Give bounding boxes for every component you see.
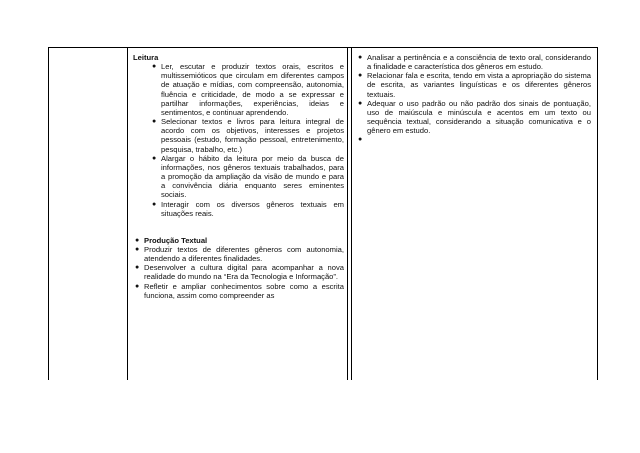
bullet-icon: ●: [135, 264, 140, 272]
bullet-icon: ●: [152, 118, 157, 126]
table-column-divider-1: [127, 47, 128, 380]
table-column-divider-3: [351, 47, 352, 380]
list-item: ● Desenvolver a cultura digital para acompanhar a nova realidade do mundo na “Era da Tecnologia e Informação”.: [135, 263, 344, 282]
table-column-divider-2: [347, 47, 348, 380]
middle-column-content: [133, 53, 344, 300]
list-item: ● Produzir textos de diferentes gêneros com autonomia, atendendo a diferentes finalidades.: [135, 244, 344, 264]
list-item: ● Interagir com os diversos gêneros textuais em situações reais.: [152, 199, 344, 218]
bullet-icon: ●: [152, 154, 157, 162]
producao-heading-row: [135, 235, 344, 245]
bullet-icon: ●: [358, 99, 363, 107]
bullet-icon: ●: [135, 282, 140, 290]
list-item: ● Adequar o uso padrão ou não padrão dos sinais de pontuação, uso de maiúscula e minúscula e acentos em um texto ou sequência textual, considerando a situação comunicativa e o gênero em estudo.: [358, 98, 591, 136]
list-item: ● Ler, escutar e produzir textos orais, escritos e multissemióticos que circulam em diferentes campos de atuação e mídias, com compreensão, autonomia, fluência e criticidade, de modo a se expressar e partilhar informações, experiências, ideias e sentimentos, e continuar aprendendo.: [152, 62, 344, 117]
bullet-icon: ●: [358, 136, 363, 144]
bullet-icon: ●: [358, 72, 363, 80]
leitura-heading: Leitura: [133, 53, 159, 62]
right-column-content: [356, 53, 591, 144]
bullet-icon: ●: [135, 236, 140, 244]
bullet-icon: ●: [152, 200, 157, 208]
bullet-icon: ●: [135, 245, 140, 253]
list-item: ● Analisar a pertinência e a consciência de texto oral, considerando a finalidade e característica dos gêneros em estudo.: [358, 53, 591, 72]
right-list: [358, 53, 591, 144]
table-right-border: [597, 47, 598, 380]
table-top-border: [48, 47, 598, 48]
table-left-border: [48, 47, 49, 380]
list-item: ● Selecionar textos e livros para leitura integral de acordo com os objetivos, interesses e projetos pessoais (estudo, formação pessoal, entretenimento, pesquisa, trabalho, etc.): [152, 117, 344, 154]
bullet-icon: ●: [358, 54, 363, 61]
list-item: ● Refletir e ampliar conhecimentos sobre como a escrita funciona, assim como compreender as: [135, 281, 344, 300]
list-item: [358, 135, 591, 144]
list-item: ● Relacionar fala e escrita, tendo em vista a apropriação do sistema de escrita, as variantes linguísticas e os diferentes gêneros textuais.: [358, 71, 591, 99]
producao-list: [135, 244, 344, 300]
leitura-list: [152, 62, 344, 218]
list-item: ● Alargar o hábito da leitura por meio da busca de informações, nos gêneros textuais trabalhados, para a promoção da ampliação da visão de mundo e para a convivência diária enquanto seres eminentes sociais.: [152, 153, 344, 200]
producao-heading: Produção Textual: [144, 235, 208, 245]
bullet-icon: ●: [152, 63, 157, 71]
